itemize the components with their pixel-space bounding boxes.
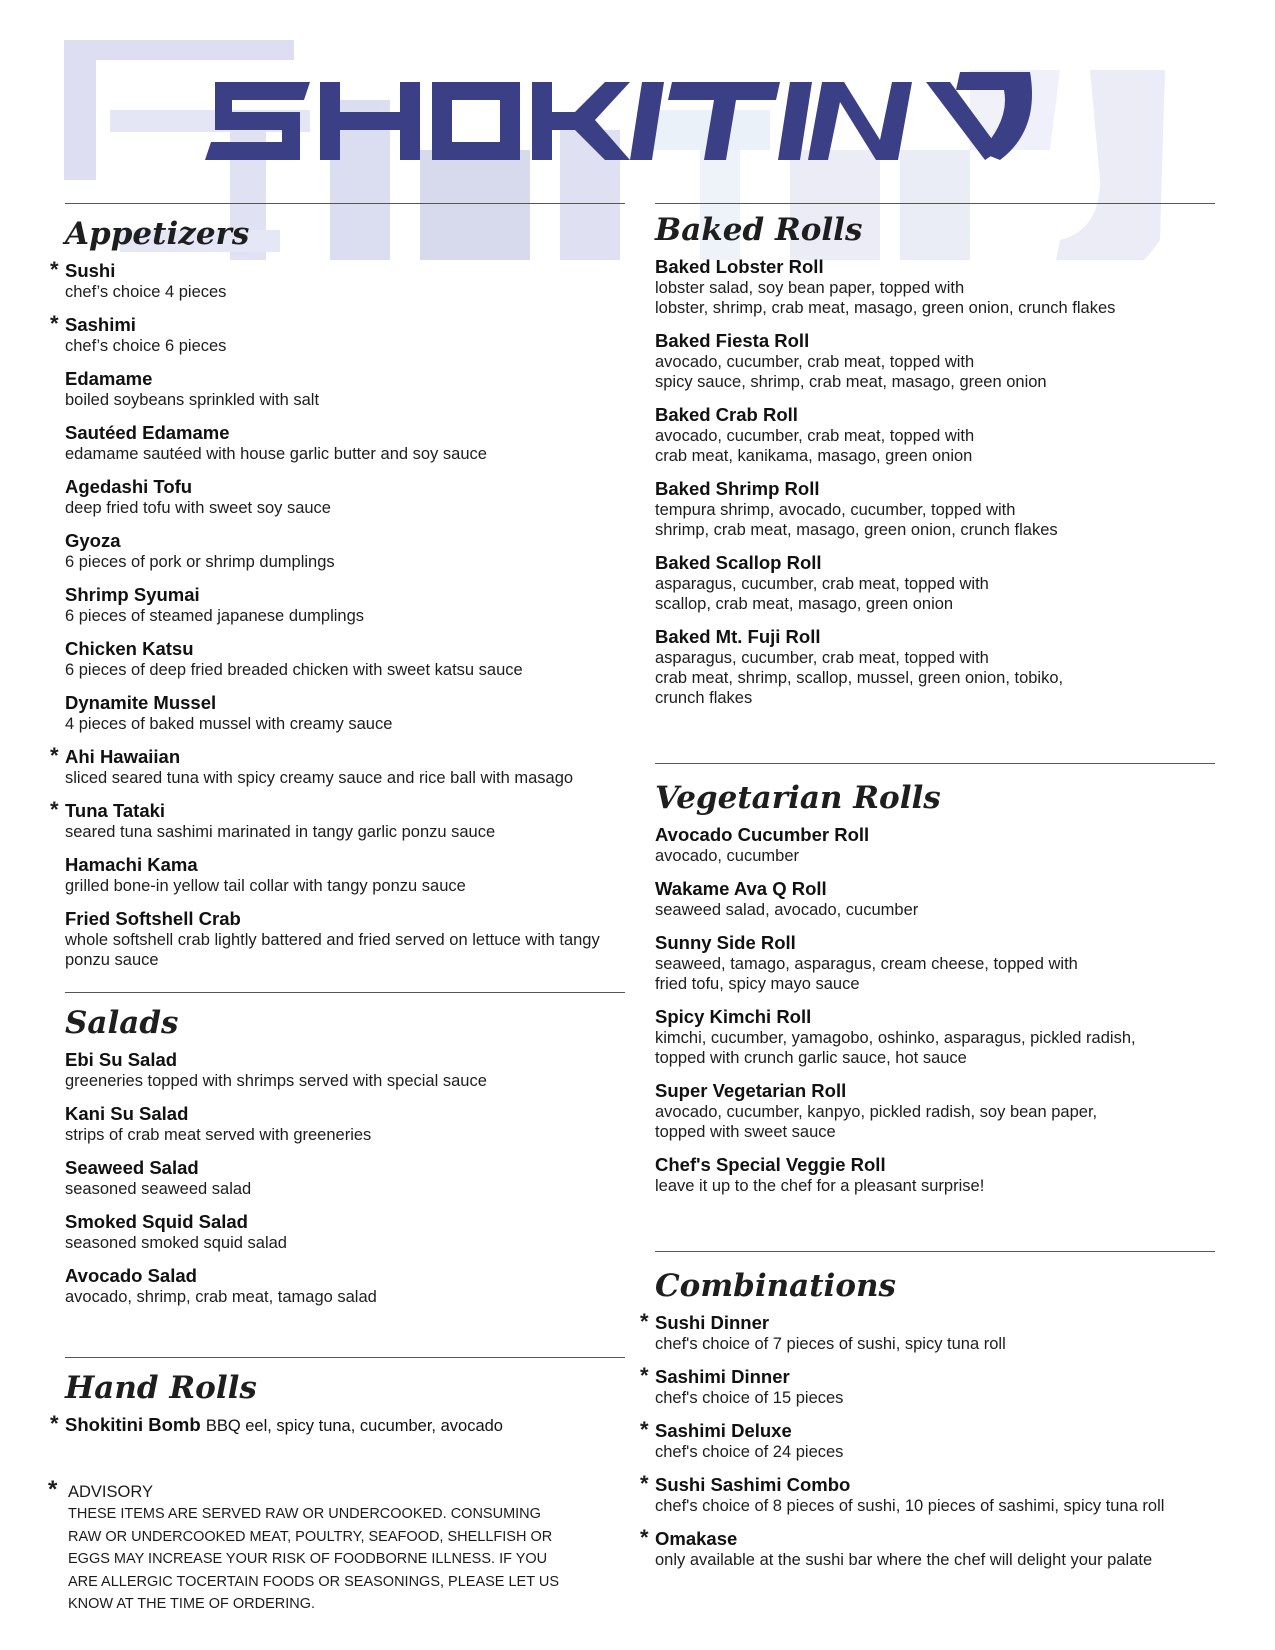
menu-item-description: sliced seared tuna with spicy creamy sauce and rice ball with masago (65, 769, 574, 787)
menu-item-name: Sashimi Deluxe (655, 1420, 792, 1441)
section-title-hand-rolls: Hand Rolls (65, 1370, 257, 1406)
menu-item-description: whole softshell crab lightly battered and fried served on lettuce with tangy ponzu sauce (65, 931, 600, 969)
raw-advisory-star: * (50, 797, 59, 822)
menu-item (50, 311, 625, 356)
raw-advisory-star: * (50, 1411, 59, 1436)
menu-item (655, 824, 1215, 866)
left-column (50, 203, 625, 1449)
menu-item-description: avocado, cucumber, kanpyo, pickled radish, soy bean paper, (655, 1103, 1098, 1121)
menu-item-name: Baked Fiesta Roll (655, 330, 810, 351)
section-title-baked-rolls: Baked Rolls (655, 212, 863, 248)
menu-item-name: Gyoza (65, 530, 121, 551)
menu-item (655, 1154, 1215, 1196)
advisory-heading: ADVISORY (68, 1483, 153, 1501)
menu-item-description: kimchi, cucumber, yamagobo, oshinko, asparagus, pickled radish, (655, 1029, 1136, 1047)
menu-item-name: Dynamite Mussel (65, 692, 217, 713)
menu-item-description: deep fried tofu with sweet soy sauce (65, 499, 331, 517)
menu-item-description: boiled soybeans sprinkled with salt (65, 391, 320, 409)
menu-item-name: Fried Softshell Crab (65, 908, 241, 929)
menu-item-name: Shokitini Bomb (65, 1414, 201, 1435)
menu-item-name: Chicken Katsu (65, 638, 194, 659)
menu-item (65, 1049, 625, 1091)
advisory-line: THESE ITEMS ARE SERVED RAW OR UNDERCOOKED. CONSUMING (68, 1506, 541, 1522)
menu-item (655, 404, 1215, 466)
advisory-line: KNOW AT THE TIME OF ORDERING. (68, 1596, 316, 1612)
menu-item-description: only available at the sushi bar where the chef will delight your palate (655, 1551, 1153, 1569)
advisory-line: EGGS MAY INCREASE YOUR RISK OF FOODBORNE ILLNESS. IF YOU (68, 1551, 548, 1567)
menu-item-description: seared tuna sashimi marinated in tangy garlic ponzu sauce (65, 823, 496, 841)
menu-item-description: chef's choice of 8 pieces of sushi, 10 pieces of sashimi, spicy tuna roll (655, 1497, 1165, 1515)
menu-item-description: avocado, cucumber (655, 847, 799, 865)
advisory-text (48, 1503, 608, 1616)
menu-item-description: chef's choice of 7 pieces of sushi, spicy tuna roll (655, 1335, 1006, 1353)
baked-rolls-list (655, 256, 1215, 708)
menu-item-name: Sashimi (65, 314, 136, 335)
menu-item-description: 6 pieces of deep fried breaded chicken with sweet katsu sauce (65, 661, 523, 679)
raw-advisory-star: * (640, 1471, 649, 1496)
vegetarian-rolls-list (655, 824, 1215, 1196)
raw-advisory-star: * (640, 1417, 649, 1442)
menu-item-description: crab meat, shrimp, scallop, mussel, green onion, tobiko, (655, 669, 1064, 687)
menu-item-name: Spicy Kimchi Roll (655, 1006, 812, 1027)
menu-item (65, 1265, 625, 1307)
menu-item-description: edamame sautéed with house garlic butter and soy sauce (65, 445, 487, 463)
advisory-star: * (48, 1476, 58, 1503)
menu-item (65, 638, 625, 680)
menu-item (640, 1363, 1215, 1408)
menu-item-description: topped with crunch garlic sauce, hot sauce (655, 1049, 967, 1067)
menu-item (50, 1411, 625, 1437)
menu-item-description: seasoned seaweed salad (65, 1180, 252, 1198)
menu-item-description: 6 pieces of pork or shrimp dumplings (65, 553, 335, 571)
menu-item-name: Smoked Squid Salad (65, 1211, 248, 1232)
menu-item-name: Sushi Sashimi Combo (655, 1474, 851, 1495)
menu-item-description: strips of crab meat served with greeneries (65, 1126, 372, 1144)
salads-list (65, 1049, 625, 1307)
section-title-combinations: Combinations (655, 1268, 896, 1304)
menu-item-name: Baked Mt. Fuji Roll (655, 626, 821, 647)
menu-item-description: avocado, cucumber, crab meat, topped with (655, 353, 975, 371)
menu-item-name: Sashimi Dinner (655, 1366, 790, 1387)
menu-item (65, 908, 625, 970)
menu-item-name: Super Vegetarian Roll (655, 1080, 847, 1101)
combinations-list (640, 1309, 1215, 1570)
menu-item-name: Avocado Cucumber Roll (655, 824, 870, 845)
menu-item-description: asparagus, cucumber, crab meat, topped with (655, 649, 989, 667)
menu-item (50, 797, 625, 842)
menu-item (65, 1103, 625, 1145)
advisory-line: RAW OR UNDERCOOKED MEAT, POULTRY, SEAFOOD, SHELLFISH OR (68, 1528, 553, 1545)
menu-item-name: Ebi Su Salad (65, 1049, 178, 1070)
section-title-appetizers: Appetizers (65, 216, 250, 252)
menu-item-description: chef’s choice 4 pieces (65, 283, 227, 301)
menu-item-name: Agedashi Tofu (65, 476, 193, 497)
menu-item (655, 1006, 1215, 1068)
menu-item-description: seaweed salad, avocado, cucumber (655, 901, 919, 919)
menu-item-name: Sushi Dinner (655, 1312, 770, 1333)
menu-item-name: Sautéed Edamame (65, 422, 230, 443)
menu-item-description: chef's choice of 15 pieces (655, 1389, 844, 1407)
menu-item-name: Hamachi Kama (65, 854, 198, 875)
menu-item (65, 854, 625, 896)
menu-item-description: asparagus, cucumber, crab meat, topped with (655, 575, 989, 593)
menu-item-name: Avocado Salad (65, 1265, 197, 1286)
menu-item-name: Sushi (65, 260, 116, 281)
menu-item-description: 4 pieces of baked mussel with creamy sauce (65, 715, 393, 733)
menu-item-name: Wakame Ava Q Roll (655, 878, 827, 899)
raw-advisory-star: * (50, 311, 59, 336)
menu-item-name: Chef's Special Veggie Roll (655, 1154, 886, 1175)
menu-item (655, 552, 1215, 614)
menu-item (655, 478, 1215, 540)
menu-item (65, 584, 625, 626)
menu-item (655, 256, 1215, 318)
section-title-salads: Salads (65, 1005, 179, 1041)
raw-advisory-star: * (50, 257, 59, 282)
section-divider (65, 1357, 625, 1358)
menu-item (65, 1157, 625, 1199)
advisory-line: ARE ALLERGIC TOCERTAIN FOODS OR SEASONINGS, PLEASE LET US (68, 1573, 559, 1590)
raw-advisory-star: * (640, 1525, 649, 1550)
advisory-notice (48, 1476, 608, 1616)
menu-item (65, 530, 625, 572)
menu-item-description: grilled bone-in yellow tail collar with tangy ponzu sauce (65, 877, 466, 895)
menu-item (50, 257, 625, 302)
hand-rolls-list (50, 1411, 625, 1437)
menu-item-description: greeneries topped with shrimps served with special sauce (65, 1072, 487, 1090)
menu-item (65, 1211, 625, 1253)
menu-item-description: chef's choice of 24 pieces (655, 1443, 844, 1461)
menu-item (640, 1309, 1215, 1354)
raw-advisory-star: * (50, 743, 59, 768)
menu-item (65, 368, 625, 410)
menu-item-description: spicy sauce, shrimp, crab meat, masago, green onion (655, 373, 1047, 391)
menu-item-description: avocado, shrimp, crab meat, tamago salad (65, 1288, 377, 1306)
menu-item-name: Baked Crab Roll (655, 404, 798, 425)
menu-item (65, 422, 625, 464)
menu-item-description: topped with sweet sauce (655, 1123, 836, 1141)
section-divider (655, 763, 1215, 764)
menu-item (655, 626, 1215, 708)
menu-item-description: seasoned smoked squid salad (65, 1234, 287, 1252)
menu-item-description: scallop, crab meat, masago, green onion (655, 595, 954, 613)
section-divider (65, 992, 625, 993)
menu-item-name: Kani Su Salad (65, 1103, 189, 1124)
menu-item-name: Edamame (65, 368, 153, 389)
section-divider (655, 1251, 1215, 1252)
menu-item-description: leave it up to the chef for a pleasant surprise! (655, 1177, 985, 1195)
menu-item-name: Ahi Hawaiian (65, 746, 181, 767)
menu-item-name: Baked Scallop Roll (655, 552, 822, 573)
menu-item (655, 1080, 1215, 1142)
menu-item (65, 476, 625, 518)
menu-item-description: BBQ eel, spicy tuna, cucumber, avocado (205, 1417, 503, 1435)
section-divider (655, 203, 1215, 204)
menu-item-name: Tuna Tataki (65, 800, 166, 821)
menu-item-description: lobster, shrimp, crab meat, masago, green onion, crunch flakes (655, 299, 1116, 317)
menu-item-description: chef’s choice 6 pieces (65, 337, 227, 355)
right-column (640, 203, 1215, 1582)
menu-item-description: crab meat, kanikama, masago, green onion (655, 447, 973, 465)
menu-item (640, 1471, 1215, 1516)
raw-advisory-star: * (640, 1363, 649, 1388)
menu-item-description: shrimp, crab meat, masago, green onion, crunch flakes (655, 521, 1058, 539)
menu-item (655, 330, 1215, 392)
menu-item-name: Sunny Side Roll (655, 932, 796, 953)
raw-advisory-star: * (640, 1309, 649, 1334)
section-divider (65, 203, 625, 204)
menu-item (640, 1417, 1215, 1462)
menu-item (655, 932, 1215, 994)
section-title-vegetarian-rolls: Vegetarian Rolls (655, 780, 941, 816)
menu-item (50, 743, 625, 788)
menu-item-description: avocado, cucumber, crab meat, topped with (655, 427, 975, 445)
menu-item-name: Baked Lobster Roll (655, 256, 824, 277)
menu-item-description: tempura shrimp, avocado, cucumber, topped with (655, 501, 1016, 519)
menu-item-name: Baked Shrimp Roll (655, 478, 820, 499)
menu-item-description: seaweed, tamago, asparagus, cream cheese, topped with (655, 955, 1078, 973)
menu-item (65, 692, 625, 734)
menu-item-description: fried tofu, spicy mayo sauce (655, 975, 860, 993)
menu-item-description: lobster salad, soy bean paper, topped with (655, 279, 965, 297)
menu-item-description: 6 pieces of steamed japanese dumplings (65, 607, 365, 625)
menu-item-name: Seaweed Salad (65, 1157, 199, 1178)
menu-item-name: Omakase (655, 1528, 738, 1549)
menu-item (655, 878, 1215, 920)
menu-item-description: crunch flakes (655, 689, 753, 707)
menu-item-name: Shrimp Syumai (65, 584, 200, 605)
appetizers-list (50, 257, 625, 970)
menu-item (640, 1525, 1215, 1570)
